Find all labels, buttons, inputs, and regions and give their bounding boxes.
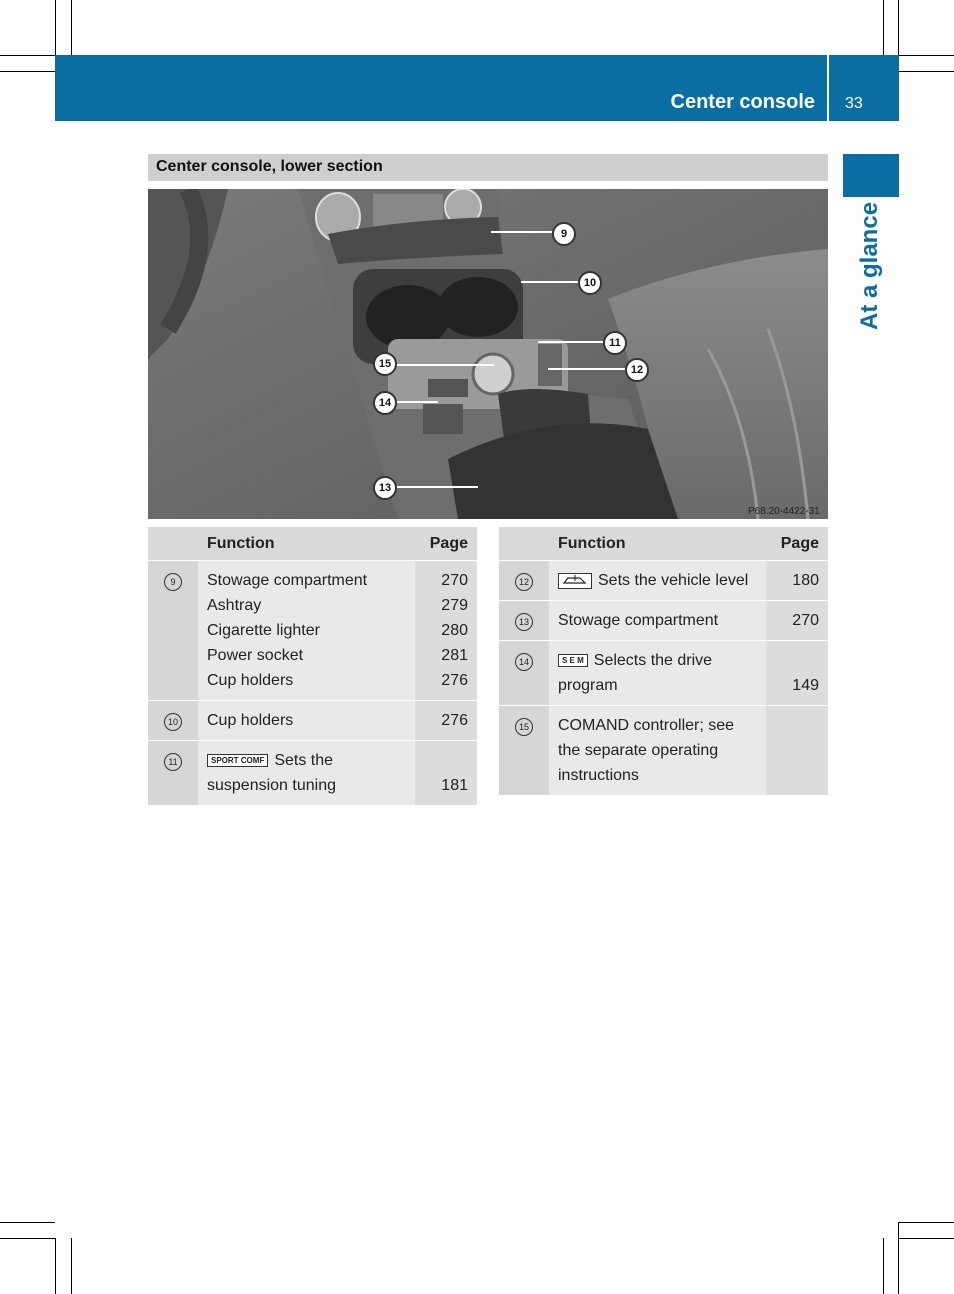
crop-mark [899,71,954,72]
page-number: 33 [845,95,863,112]
table-header-num [148,527,198,561]
table-row [499,601,828,641]
callout-13: 13 [373,476,397,500]
row-number: 14 [499,641,549,706]
row-page: 270 [766,601,828,641]
crop-mark [0,71,55,72]
table-row [499,706,828,796]
row-number: 15 [499,706,549,796]
crop-mark [883,0,884,55]
page-header [55,55,899,121]
row-function: COMAND controller; see the separate operating instructions [549,706,766,796]
console-illustration [148,189,828,519]
callout-14: 14 [373,391,397,415]
crop-mark [898,1222,899,1294]
center-console-photo [148,189,828,519]
callout-11: 11 [603,331,627,355]
side-tab-label: At a glance [856,201,883,330]
section-title: Center console, lower section [156,158,383,175]
table-row [148,701,477,741]
car-level-icon [562,575,588,585]
callout-10: 10 [578,271,602,295]
table-header-row [499,527,828,561]
row-function: SPORT COMF Sets the suspension tuning [198,741,415,806]
row-function: Stowage compartment [549,601,766,641]
vehicle-level-icon [558,573,592,589]
crop-mark [883,1238,884,1294]
row-function: Stowage compartment Ashtray Cigarette lighter Power socket Cup holders [198,561,415,701]
table-header-function: Function [198,527,415,561]
row-number: 11 [148,741,198,806]
table-header-row [148,527,477,561]
side-tab-marker [843,154,899,197]
crop-mark [899,55,954,56]
crop-mark [0,55,55,56]
sport-comf-icon: SPORT COMF [207,754,268,767]
crop-mark [71,1238,72,1294]
drive-program-icon: S E M [558,654,588,667]
row-function: Cup holders [198,701,415,741]
crop-mark [55,0,56,55]
crop-mark [898,0,899,55]
row-number: 12 [499,561,549,601]
row-page: 276 [415,701,477,741]
table-row [499,641,828,706]
header-divider [827,55,829,121]
function-table-right [499,527,828,795]
crop-mark [71,0,72,55]
figure-code: P68.20-4422-31 [748,506,820,517]
callout-15: 15 [373,352,397,376]
table-header-function: Function [549,527,766,561]
table-row [499,561,828,601]
table-header-num [499,527,549,561]
table-row [148,561,477,701]
row-function: Sets the vehicle level [549,561,766,601]
callout-12: 12 [625,358,649,382]
crop-mark [899,1222,954,1223]
row-page: 181 [415,741,477,806]
crop-mark [0,1238,55,1239]
page-header-title: Center console [670,91,815,113]
row-page: 180 [766,561,828,601]
row-function: S E M Selects the drive program [549,641,766,706]
table-header-page: Page [415,527,477,561]
callout-9: 9 [552,222,576,246]
row-number: 13 [499,601,549,641]
function-table-left [148,527,477,805]
table-row [148,741,477,806]
row-page: 270 279 280 281 276 [415,561,477,701]
row-number: 10 [148,701,198,741]
crop-mark [0,1222,55,1223]
row-page [766,706,828,796]
crop-mark [899,1238,954,1239]
section-heading-bar [148,154,828,181]
crop-mark [55,1238,56,1294]
table-header-page: Page [766,527,828,561]
row-number: 9 [148,561,198,701]
row-page: 149 [766,641,828,706]
